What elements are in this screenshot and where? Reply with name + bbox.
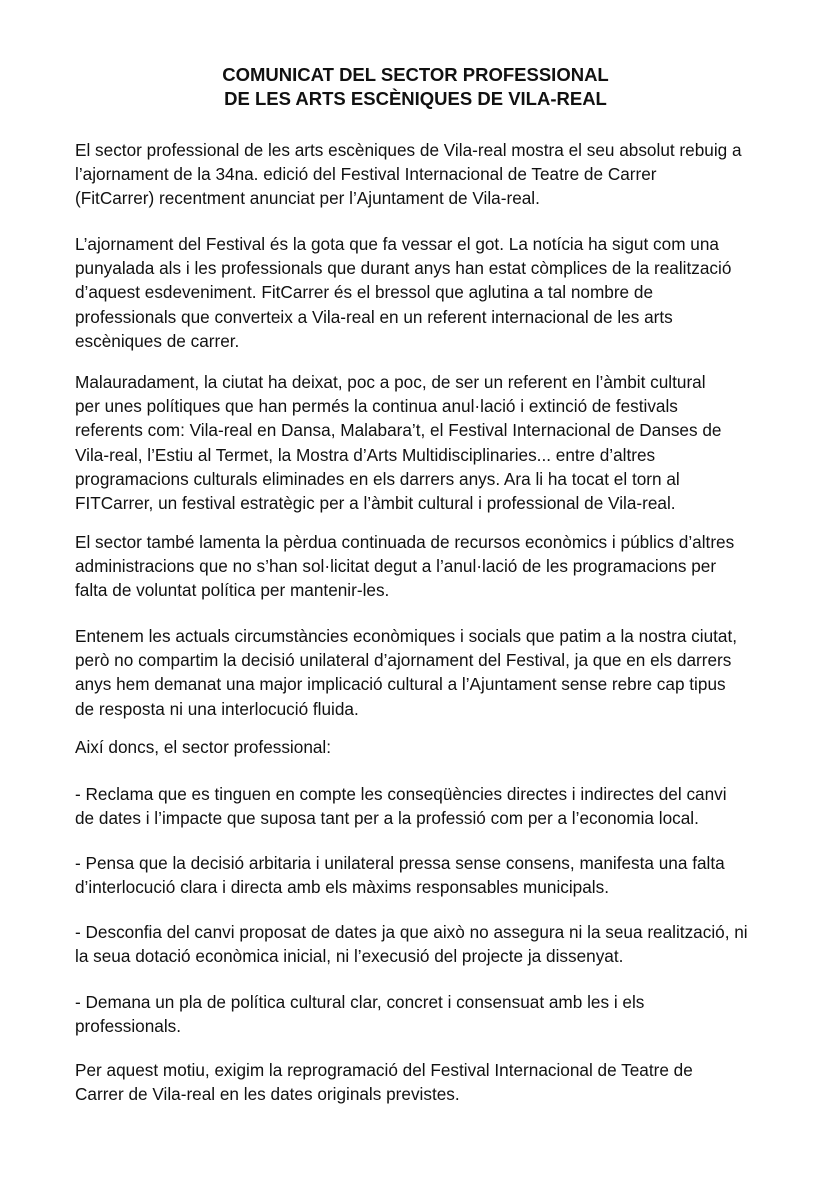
text-line: Carrer de Vila-real en les dates originals previstes. (75, 1084, 460, 1105)
document-title (0, 63, 831, 111)
text-line: professionals que converteix a Vila-real en un referent internacional de les arts (75, 306, 673, 327)
demand-item-1 (75, 782, 765, 830)
text-line: - Desconfia del canvi proposat de dates ja que això no assegura ni la seua realització, ni (75, 922, 748, 942)
paragraph-sector-intro (75, 735, 765, 759)
text-line: L’ajornament del Festival és la gota que fa vessar el got. La notícia ha sigut com una (75, 234, 719, 254)
text-line: Per aquest motiu, exigim la reprogramació del Festival Internacional de Teatre de (75, 1060, 693, 1080)
paragraph-circumstances (75, 624, 765, 721)
paragraph-postponement (75, 232, 765, 353)
text-line: Entenem les actuals circumstàncies econòmiques i socials que patim a la nostra ciutat, (75, 626, 738, 646)
title-line-1: COMUNICAT DEL SECTOR PROFESSIONAL (222, 64, 609, 85)
text-line: de resposta ni una interlocució fluida. (75, 698, 359, 719)
text-line: anys hem demanat una major implicació cultural a l’Ajuntament sense rebre cap tipus (75, 674, 726, 695)
text-line: programacions culturals eliminades en els darrers anys. Ara li ha tocat el torn al (75, 468, 680, 489)
text-line: però no compartim la decisió unilateral d’ajornament del Festival, ja que en els darrers (75, 650, 732, 671)
text-line: d’interlocució clara i directa amb els màxims responsables municipals. (75, 877, 609, 898)
paragraph-conclusion (75, 1058, 765, 1106)
text-line: El sector també lamenta la pèrdua continuada de recursos econòmics i públics d’altres (75, 532, 735, 552)
text-line: referents com: Vila-real en Dansa, Malabara’t, el Festival Internacional de Danses de (75, 420, 722, 441)
text-line: d’aquest esdeveniment. FitCarrer és el bressol que aglutina a tal nombre de (75, 282, 654, 303)
text-line: professionals. (75, 1016, 182, 1037)
paragraph-cultural-decline (75, 370, 765, 515)
paragraph-resources (75, 530, 765, 603)
text-line: El sector professional de les arts escèniques de Vila-real mostra el seu absolut rebuig a (75, 140, 742, 160)
text-line: l’ajornament de la 34na. edició del Festival Internacional de Teatre de Carrer (75, 164, 657, 185)
text-line: per unes polítiques que han permés la continua anul·lació i extinció de festivals (75, 396, 678, 417)
text-line: (FitCarrer) recentment anunciat per l’Ajuntament de Vila-real. (75, 188, 540, 209)
text-line: de dates i l’impacte que suposa tant per a la professió com per a l’economia local. (75, 808, 699, 829)
text-line: administracions que no s’han sol·licitat degut a l’anul·lació de les programacions per (75, 556, 717, 577)
text-line: Vila-real, l’Estiu al Termet, la Mostra d’Arts Multidisciplinaries... entre d’altres (75, 444, 656, 465)
text-line: - Pensa que la decisió arbitaria i unilateral pressa sense consens, manifesta una falta (75, 853, 725, 873)
title-line-2: DE LES ARTS ESCÈNIQUES DE VILA-REAL (224, 88, 607, 109)
text-line: escèniques de carrer. (75, 330, 240, 351)
paragraph-intro (75, 138, 765, 211)
text-line: FITCarrer, un festival estratègic per a l’àmbit cultural i professional de Vila-real. (75, 493, 676, 514)
text-line: falta de voluntat política per mantenir-les. (75, 580, 390, 601)
demand-item-3 (75, 920, 765, 968)
demand-item-2 (75, 851, 765, 899)
text-line: Malauradament, la ciutat ha deixat, poc a poc, de ser un referent en l’àmbit cultural (75, 372, 706, 392)
text-line: - Demana un pla de política cultural clar, concret i consensuat amb les i els (75, 992, 645, 1012)
text-line: - Reclama que es tinguen en compte les conseqüències directes i indirectes del canvi (75, 784, 727, 804)
text-line: la seua dotació econòmica inicial, ni l’execusió del projecte ja dissenyat. (75, 946, 624, 967)
demand-item-4 (75, 990, 765, 1038)
text-line: Així doncs, el sector professional: (75, 737, 332, 757)
text-line: punyalada als i les professionals que durant anys han estat còmplices de la realització (75, 258, 732, 279)
